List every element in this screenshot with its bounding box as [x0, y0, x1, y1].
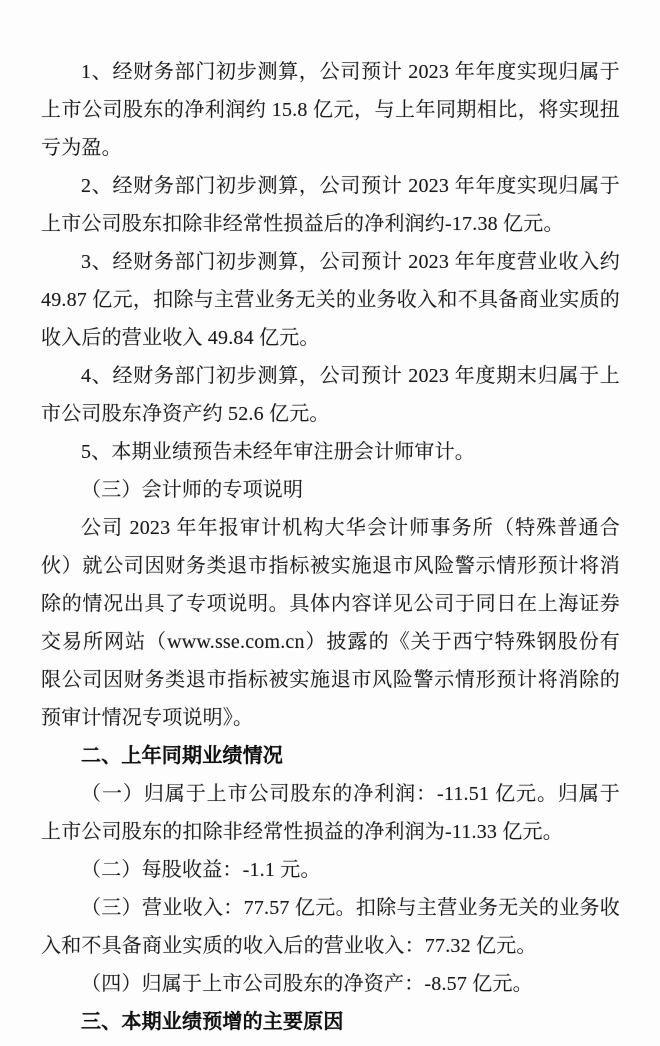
paragraph-net-profit-forecast: 1、经财务部门初步测算，公司预计 2023 年年度实现归属于上市公司股东的净利润约 15.8 亿元，与上年同期相比，将实现扭亏为盈。: [41, 61, 620, 159]
paragraph-unaudited-note: 5、本期业绩预告未经年审注册会计师审计。: [81, 441, 475, 463]
paragraph-net-assets-forecast: 4、经财务部门初步测算，公司预计 2023 年度期末归属于上市公司股东净资产约 52.6 亿元。: [41, 365, 620, 425]
paragraph-prior-year-revenue: （三）营业收入：77.57 亿元。扣除与主营业务无关的业务收入和不具备商业实质的收入后的营业收入：77.32 亿元。: [41, 897, 620, 957]
heading-prior-year-performance: 二、上年同期业绩情况: [81, 745, 283, 767]
paragraph-prior-year-eps: （二）每股收益：-1.1 元。: [81, 859, 321, 881]
paragraph-prior-year-net-assets: （四）归属于上市公司股东的净资产：-8.57 亿元。: [81, 973, 533, 995]
paragraph-prior-year-net-profit: （一）归属于上市公司股东的净利润：-11.51 亿元。归属于上市公司股东的扣除非经常性损益的净利润为-11.33 亿元。: [41, 783, 620, 843]
heading-current-increase-reasons: 三、本期业绩预增的主要原因: [81, 1011, 344, 1033]
paragraph-accountant-special-statement-detail: 公司 2023 年年报审计机构大华会计师事务所（特殊普通合伙）就公司因财务类退市指标被实施退市风险警示情形预计将消除的情况出具了专项说明。具体内容详见公司于同日在上海证券交易所网站（www.sse.com.cn）披露的《关于西宁特殊钢股份有限公司因财务类退市指标被实施退市风险警示情形预计将消除的预审计情况专项说明》。: [41, 517, 620, 729]
paragraph-revenue-forecast: 3、经财务部门初步测算，公司预计 2023 年年度营业收入约 49.87 亿元，扣除与主营业务无关的业务收入和不具备商业实质的收入后的营业收入 49.84 亿元。: [41, 251, 620, 349]
paragraph-net-profit-excl-nonrecurring-forecast: 2、经财务部门初步测算，公司预计 2023 年年度实现归属于上市公司股东扣除非经常性损益后的净利润约-17.38 亿元。: [41, 175, 620, 235]
subheading-accountant-special-statement: （三）会计师的专项说明: [81, 479, 304, 501]
document-content: [41, 53, 620, 1041]
